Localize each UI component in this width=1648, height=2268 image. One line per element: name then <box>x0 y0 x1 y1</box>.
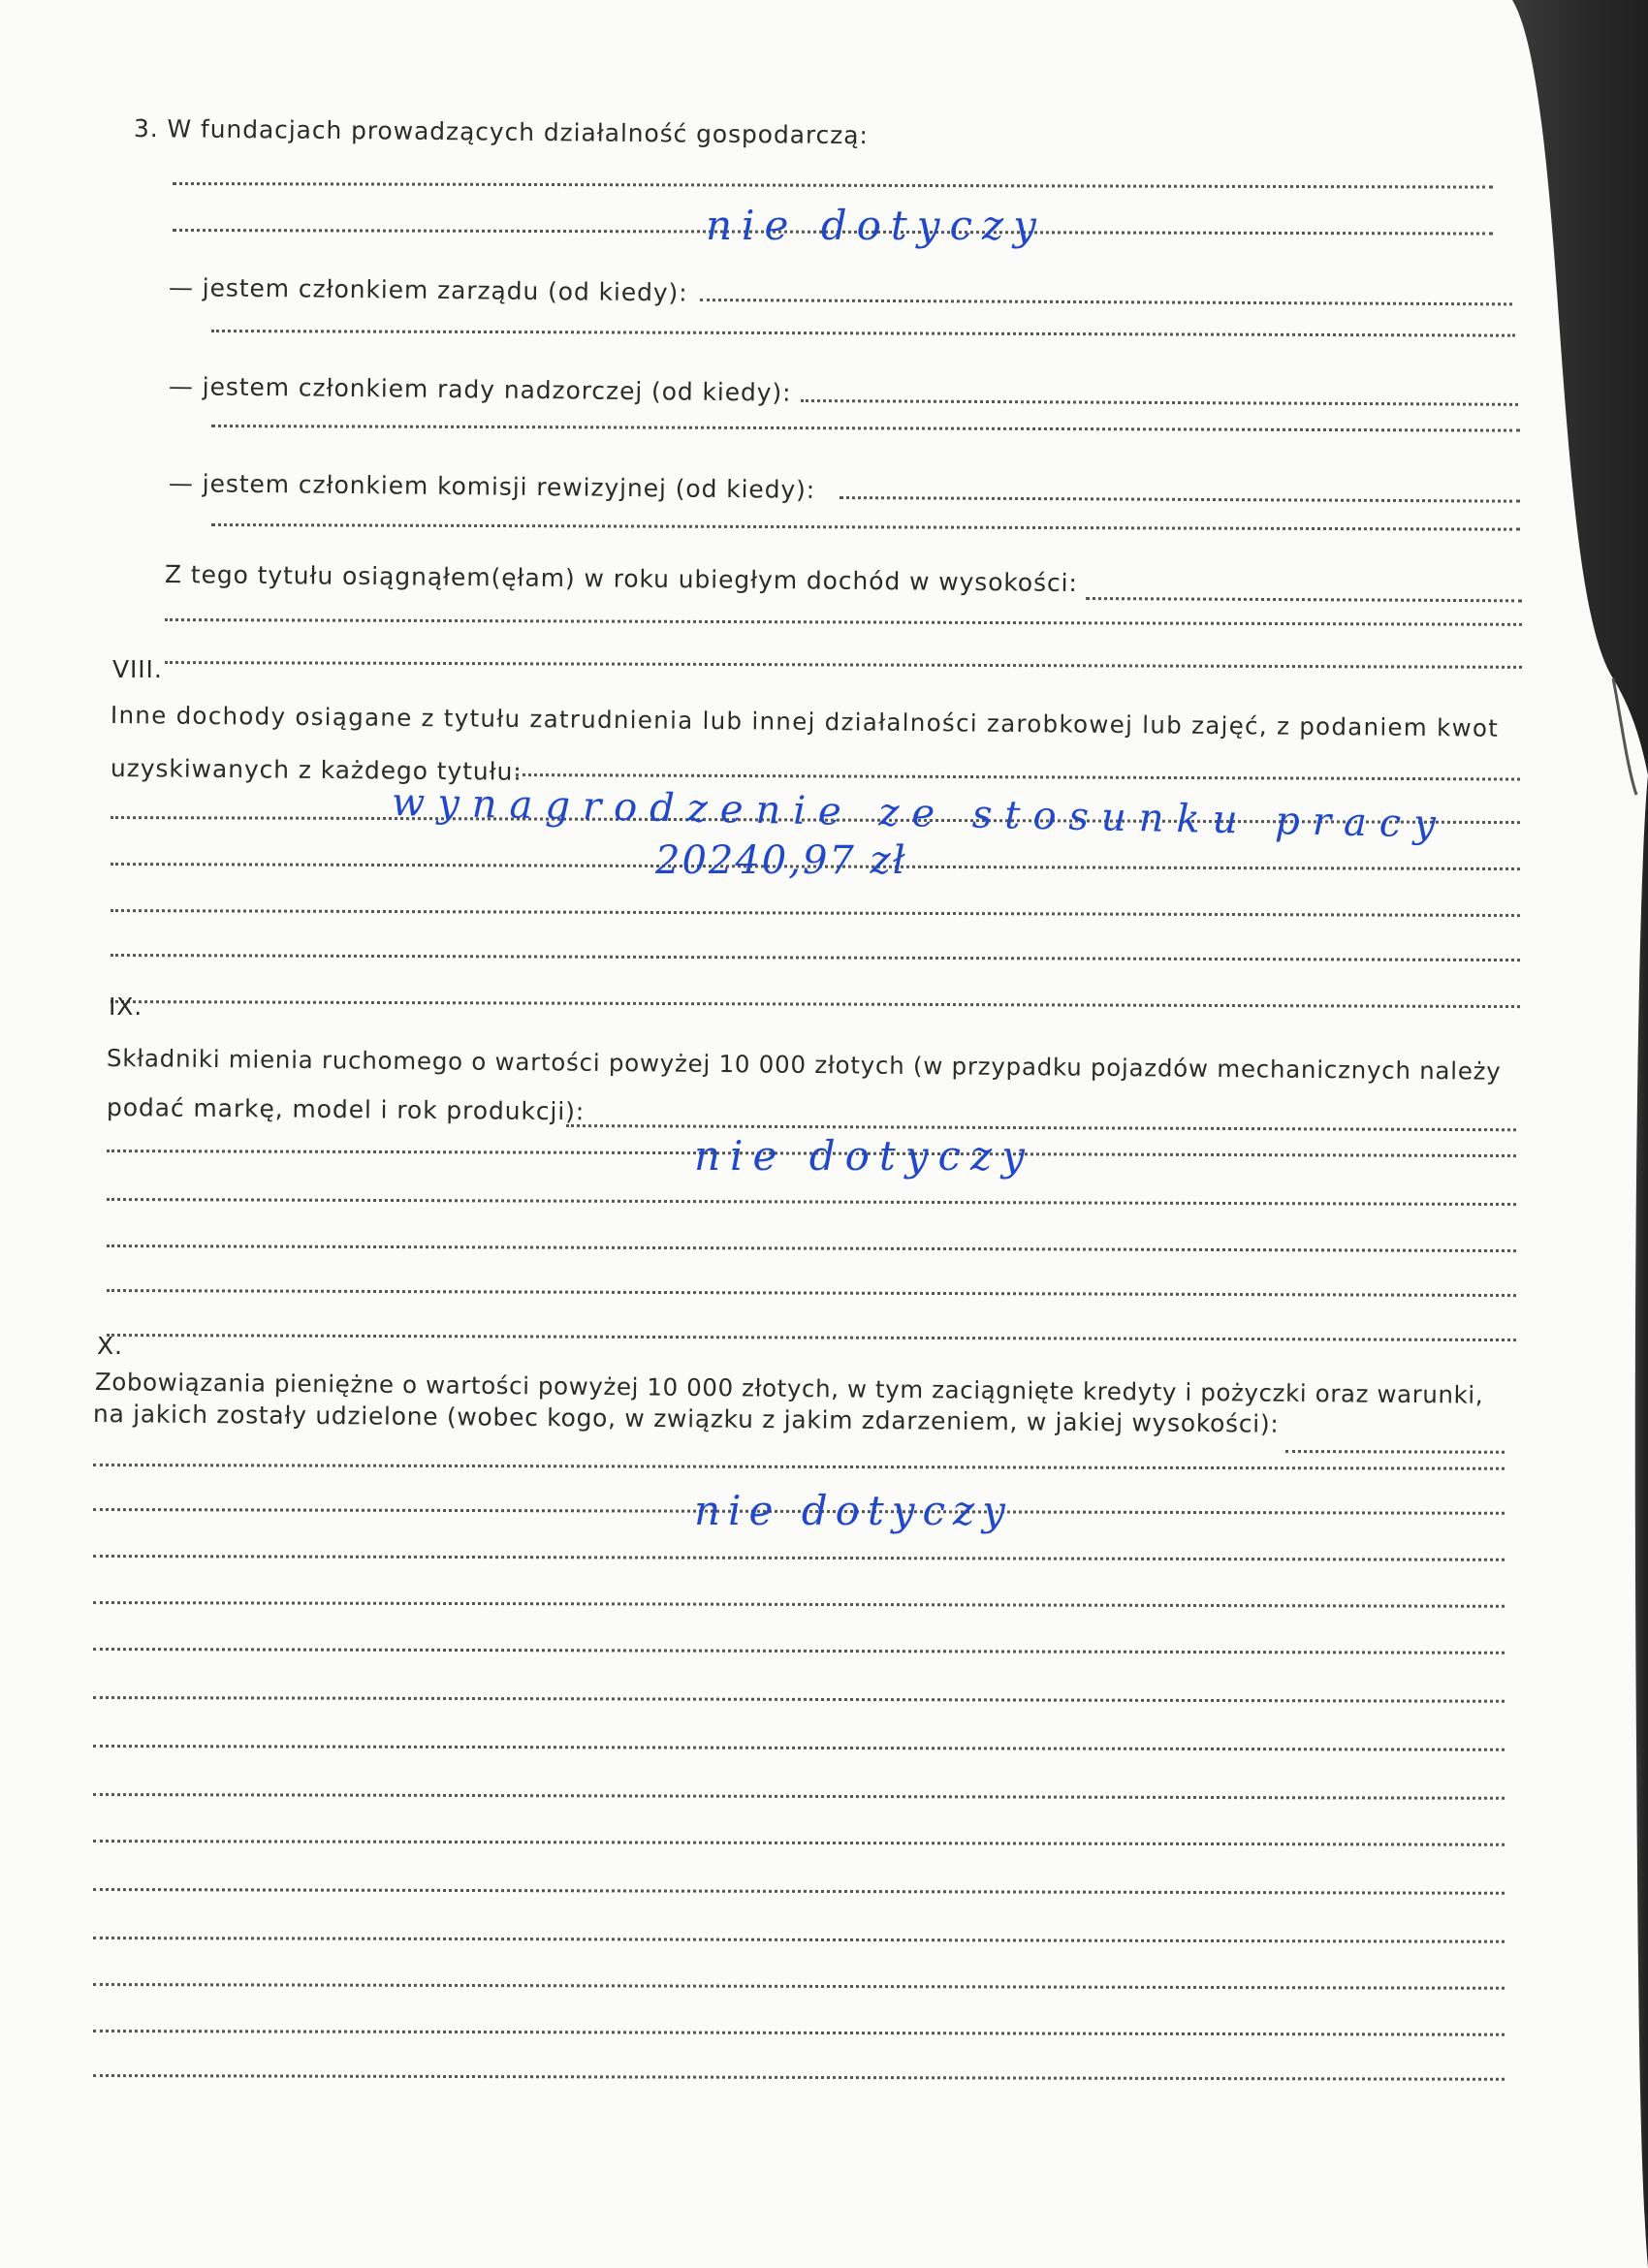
section-10-heading: X. <box>97 1332 123 1360</box>
dotted-line <box>111 909 1520 917</box>
handwritten-answer-income-amount: 20240,97 zł <box>655 838 907 883</box>
dotted-line <box>93 2074 1505 2081</box>
dotted-line <box>211 523 1520 531</box>
dotted-line <box>211 425 1520 432</box>
section-10-text-line1: Zobowiązania pieniężne o wartości powyżej 10 000 złotych, w tym zaciągnięte kredyty i pożyczki oraz warunki, <box>94 1368 1484 1409</box>
dotted-line <box>93 1648 1505 1654</box>
dotted-line <box>93 1745 1505 1751</box>
handwritten-answer-liabilities: nie dotyczy <box>694 1487 1013 1534</box>
dotted-line <box>111 1000 1520 1008</box>
dotted-line <box>700 299 1512 305</box>
income-label: Z tego tytułu osiągnąłem(ęłam) w roku ubiegłym dochód w wysokości: <box>164 560 1078 598</box>
dotted-line <box>93 1888 1505 1895</box>
dotted-line <box>107 1244 1516 1252</box>
dotted-line <box>93 1983 1505 1990</box>
dotted-line <box>566 1124 1516 1131</box>
supervisory-board-label: — jestem członkiem rady nadzorczej (od kiedy): <box>168 372 792 407</box>
dotted-line <box>173 182 1493 189</box>
dotted-line <box>840 496 1520 503</box>
dotted-line <box>165 618 1522 626</box>
section-10-text-line2: na jakich zostały udzielone (wobec kogo, w związku z jakim zdarzeniem, w jakiej wysokości): <box>92 1400 1280 1438</box>
dotted-line <box>1285 1450 1505 1454</box>
section-8-text-line1: Inne dochody osiągane z tytułu zatrudnienia lub innej działalności zarobkowej lub zajęć, z podaniem kwot <box>110 701 1500 742</box>
dotted-line <box>165 661 1522 669</box>
handwritten-answer-movable-property: nie dotyczy <box>694 1132 1034 1180</box>
dotted-line <box>111 954 1520 961</box>
section-8-text-line2: uzyskiwanych z każdego tytułu: <box>110 754 523 786</box>
dotted-line <box>93 1696 1505 1703</box>
section-8-heading: VIII. <box>112 655 163 683</box>
dotted-line <box>93 1937 1505 1943</box>
dotted-line <box>107 1289 1516 1297</box>
item-3-foundations-heading: 3. W fundacjach prowadzących działalność gospodarczą: <box>133 114 869 150</box>
dotted-line <box>211 330 1515 337</box>
dotted-line <box>107 1334 1516 1341</box>
section-9-text-line1: Składniki mienia ruchomego o wartości powyżej 10 000 złotych (w przypadku pojazdów mechanicznych należy <box>106 1044 1502 1086</box>
dotted-line <box>516 773 1520 781</box>
dotted-line <box>93 1555 1505 1561</box>
dotted-line <box>93 1601 1505 1608</box>
dotted-line <box>107 1198 1516 1206</box>
dotted-line <box>801 399 1518 406</box>
dotted-line <box>93 1464 1505 1470</box>
dotted-line <box>93 2030 1505 2036</box>
management-board-label: — jestem członkiem zarządu (od kiedy): <box>168 273 688 307</box>
dotted-line <box>93 1840 1505 1846</box>
section-9-text-line2: podać markę, model i rok produkcji): <box>106 1093 586 1126</box>
section-9-heading: IX. <box>109 992 143 1021</box>
dotted-line <box>1086 597 1522 602</box>
handwritten-answer-income-source: wynagrodzenie ze stosunku pracy <box>391 780 1449 847</box>
audit-committee-label: — jestem członkiem komisji rewizyjnej (od kiedy): <box>168 469 816 504</box>
dotted-line <box>93 1793 1505 1800</box>
handwritten-answer-foundations: nie dotyczy <box>706 202 1046 249</box>
